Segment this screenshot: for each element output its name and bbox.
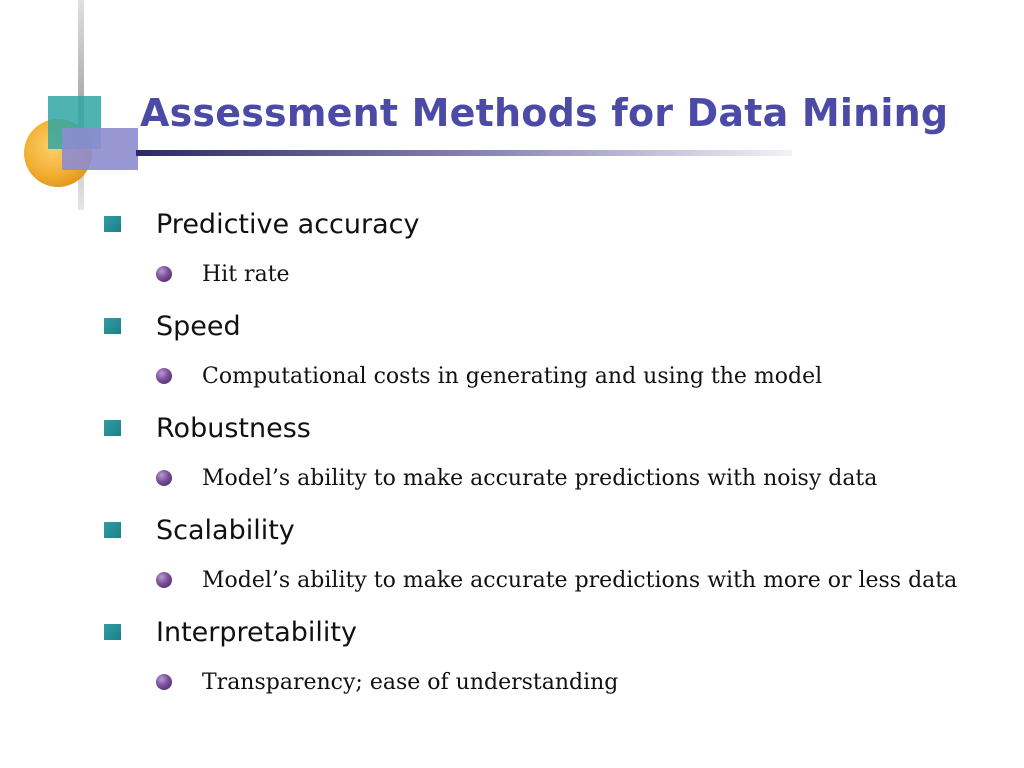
slide-title: Assessment Methods for Data Mining (140, 91, 949, 135)
square-bullet-icon (104, 522, 121, 538)
sub-bullet (156, 255, 290, 293)
square-bullet-icon (104, 624, 121, 640)
sub-bullet (156, 459, 877, 497)
bullet-label: Scalability (156, 514, 295, 546)
ball-bullet-icon (156, 470, 172, 486)
bullet-list (104, 200, 1004, 710)
sub-bullet-label: Model’s ability to make accurate predictions with more or less data (202, 567, 958, 593)
ball-bullet-icon (156, 266, 172, 282)
ball-bullet-icon (156, 368, 172, 384)
title-underline-rule (136, 150, 792, 156)
sub-bullet-label: Model’s ability to make accurate predictions with noisy data (202, 465, 878, 491)
lavender-square-decoration (62, 128, 138, 170)
ball-bullet-icon (156, 572, 172, 588)
square-bullet-icon (104, 420, 121, 436)
bullet-label: Robustness (156, 412, 311, 444)
bullet-item-predictive-accuracy (104, 200, 1004, 302)
bullet-label: Interpretability (156, 616, 357, 648)
bullet-item-scalability (104, 506, 1004, 608)
sub-bullet (156, 357, 822, 395)
sub-bullet (156, 663, 618, 701)
sub-bullet-label: Transparency; ease of understanding (202, 669, 619, 695)
bullet-item-speed (104, 302, 1004, 404)
sub-bullet (156, 561, 957, 599)
bullet-item-interpretability (104, 608, 1004, 710)
bullet-label: Predictive accuracy (156, 208, 420, 240)
sub-bullet-label: Computational costs in generating and using the model (202, 363, 823, 389)
sub-bullet-label: Hit rate (202, 261, 290, 287)
bullet-item-robustness (104, 404, 1004, 506)
square-bullet-icon (104, 216, 121, 232)
square-bullet-icon (104, 318, 121, 334)
bullet-label: Speed (156, 310, 241, 342)
ball-bullet-icon (156, 674, 172, 690)
